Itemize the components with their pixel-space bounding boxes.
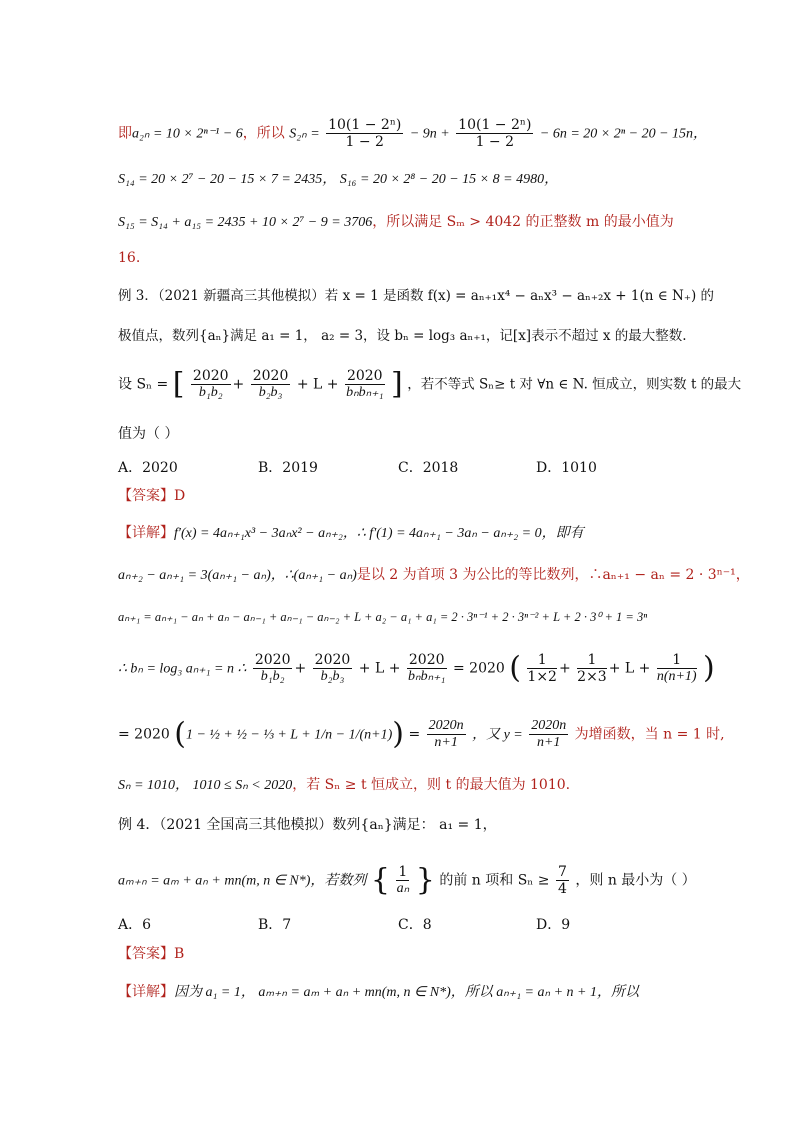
option-c: C．2018	[398, 460, 459, 476]
example-4-detail-1: 【详解】因为 a₁ = 1， aₘ₊ₙ = aₘ + aₙ + mn(m, n ∈ N*)，所以 aₙ₊₁ = aₙ + n + 1，所以	[118, 984, 639, 1000]
example-3-detail-1: 【详解】f′(x) = 4aₙ₊₁x³ − 3aₙx² − aₙ₊₂，∴ f′(1) = 4aₙ₊₁ − 3aₙ − aₙ₊₂ = 0，即有	[118, 525, 584, 541]
fraction: $\frac{1}{1\times 2}$	[527, 652, 557, 685]
fraction: $\frac{2020}{\text{b₂b₃}}$	[252, 368, 289, 400]
example-3-line-4: 值为（ ）	[118, 426, 179, 442]
fraction: $\frac{2020}{\text{b₁b₂}}$	[192, 368, 229, 400]
option-a: A．2020	[118, 460, 178, 476]
fraction: $\frac{2020}{\text{bₙbₙ₊₁}}$	[346, 368, 384, 400]
example-3-detail-3: aₙ₊₁ = aₙ₊₁ − aₙ + aₙ − aₙ₋₁ + aₙ₋₁ − aₙ₋₂ + L + a₂ − a₁ + a₁ = 2 · 3ⁿ⁻¹ + 2 · 3ⁿ⁻² + L + 2 · 3⁰ + 1 = 3ⁿ	[118, 610, 648, 624]
fraction: $\frac{2020n}{n+1}$	[531, 718, 567, 750]
option-b: B．7	[258, 917, 292, 933]
option-c: C．8	[398, 917, 432, 933]
fraction: $\frac{2020n}{n+1}$	[428, 718, 464, 750]
fraction: $\frac{2020}{\text{b₁b₂}}$	[254, 652, 291, 684]
option-a: A．6	[118, 917, 152, 933]
example-3-detail-4: ∴ bₙ = log₃ aₙ₊₁ = n ∴ $\frac{2020}{\text{b₁b₂}}$ + $\frac{2020}{\text{b₂b₃}}$ + L + $\frac{2020}{\text{bₙbₙ₊₁}}$ = 2020 ( $\frac{1}{1\times 2}$ + $\frac{1}{2\times 3}$ + L + $\frac{1}{n(n+1)}$ )	[118, 650, 715, 686]
example-3-answer: 【答案】D	[118, 488, 186, 504]
solution-line-3: S₁₅ = S₁₄ + a₁₅ = 2435 + 10 × 2⁷ − 9 = 3706，所以满足 Sₘ > 4042 的正整数 m 的最小值为	[118, 214, 674, 230]
example-3-line-2: 极值点，数列{aₙ}满足 a₁ = 1， a₂ = 3，设 bₙ = log₃ aₙ₊₁，记[x]表示不超过 x 的最大整数.	[118, 328, 687, 344]
fraction: $\frac{7}{4}$	[558, 864, 567, 897]
example-3-detail-2: aₙ₊₂ − aₙ₊₁ = 3(aₙ₊₁ − aₙ)，∴(aₙ₊₁ − aₙ)是以 2 为首项 3 为公比的等比数列，∴aₙ₊₁ − aₙ = 2 · 3ⁿ⁻¹，	[118, 567, 750, 583]
example-3-detail-5: = 2020 (1 − ½ + ½ − ⅓ + L + 1/n − 1/(n+1)) = $\frac{2020n}{n+1}$ ，又 y = $\frac{2020n}{n+1}$ 为增函数，当 n = 1 时,	[118, 716, 725, 752]
fraction: $\frac{1}{n(n+1)}$	[656, 652, 697, 684]
example-4-question: 例 4．（2021 全国高三其他模拟）数列{aₙ}满足： a₁ = 1，	[118, 817, 497, 833]
solution-line-2: S₁₄ = 20 × 2⁷ − 20 − 15 × 7 = 2435， S₁₆ = 20 × 2⁸ − 20 − 15 × 8 = 4980，	[118, 172, 559, 187]
option-d: D．1010	[536, 460, 597, 476]
fraction: $\frac{1}{\text{aₙ}}$	[396, 864, 410, 896]
fraction: $\frac{\text{10(1 − 2ⁿ)}}{1 - 2}$	[328, 117, 402, 150]
example-3-question: 例 3．（2021 新疆高三其他模拟）若 x = 1 是函数 f(x) = aₙ₊₁x⁴ − aₙx³ − aₙ₊₂x + 1(n ∈ N₊) 的	[118, 288, 714, 304]
fraction: $\frac{\text{10(1 − 2ⁿ)}}{1 - 2}$	[458, 117, 532, 150]
example-4-line-2: aₘ₊ₙ = aₘ + aₙ + mn(m, n ∈ N*)，若数列 { $\frac{1}{\text{aₙ}}$ } 的前 n 项和 Sₙ ≥ $\frac{7}{4}$ ，则 n 最小为（ ）	[118, 862, 696, 898]
solution-line-1: 即a₂ₙ = 10 × 2ⁿ⁻¹ − 6，所以 S₂ₙ = $\frac{\text{10(1 − 2ⁿ)}}{1 - 2}$ − 9n + $\frac{\text{10(1 − 2ⁿ)}}{1 - 2}$ − 6n = 20 × 2ⁿ − 20 − 15n，	[118, 117, 708, 150]
fraction: $\frac{2020}{\text{bₙbₙ₊₁}}$	[408, 652, 446, 684]
example-3-detail-6: Sₙ = 1010， 1010 ≤ Sₙ < 2020，若 Sₙ ≥ t 恒成立，则 t 的最大值为 1010.	[118, 777, 571, 793]
fraction: $\frac{1}{2\times 3}$	[577, 652, 607, 685]
solution-line-4: 16.	[118, 250, 141, 266]
example-4-answer: 【答案】B	[118, 946, 185, 962]
option-b: B．2019	[258, 460, 318, 476]
fraction: $\frac{2020}{\text{b₂b₃}}$	[314, 652, 351, 684]
option-d: D．9	[536, 917, 571, 933]
example-3-line-3: 设 Sₙ = [ $\frac{2020}{\text{b₁b₂}}$ + $\frac{2020}{\text{b₂b₃}}$ + L + $\frac{2020}{\text{bₙbₙ₊₁}}$ ] ，若不等式 Sₙ≥ t 对 ∀n ∈ N. 恒成立，则实数 t 的最大	[118, 366, 742, 402]
